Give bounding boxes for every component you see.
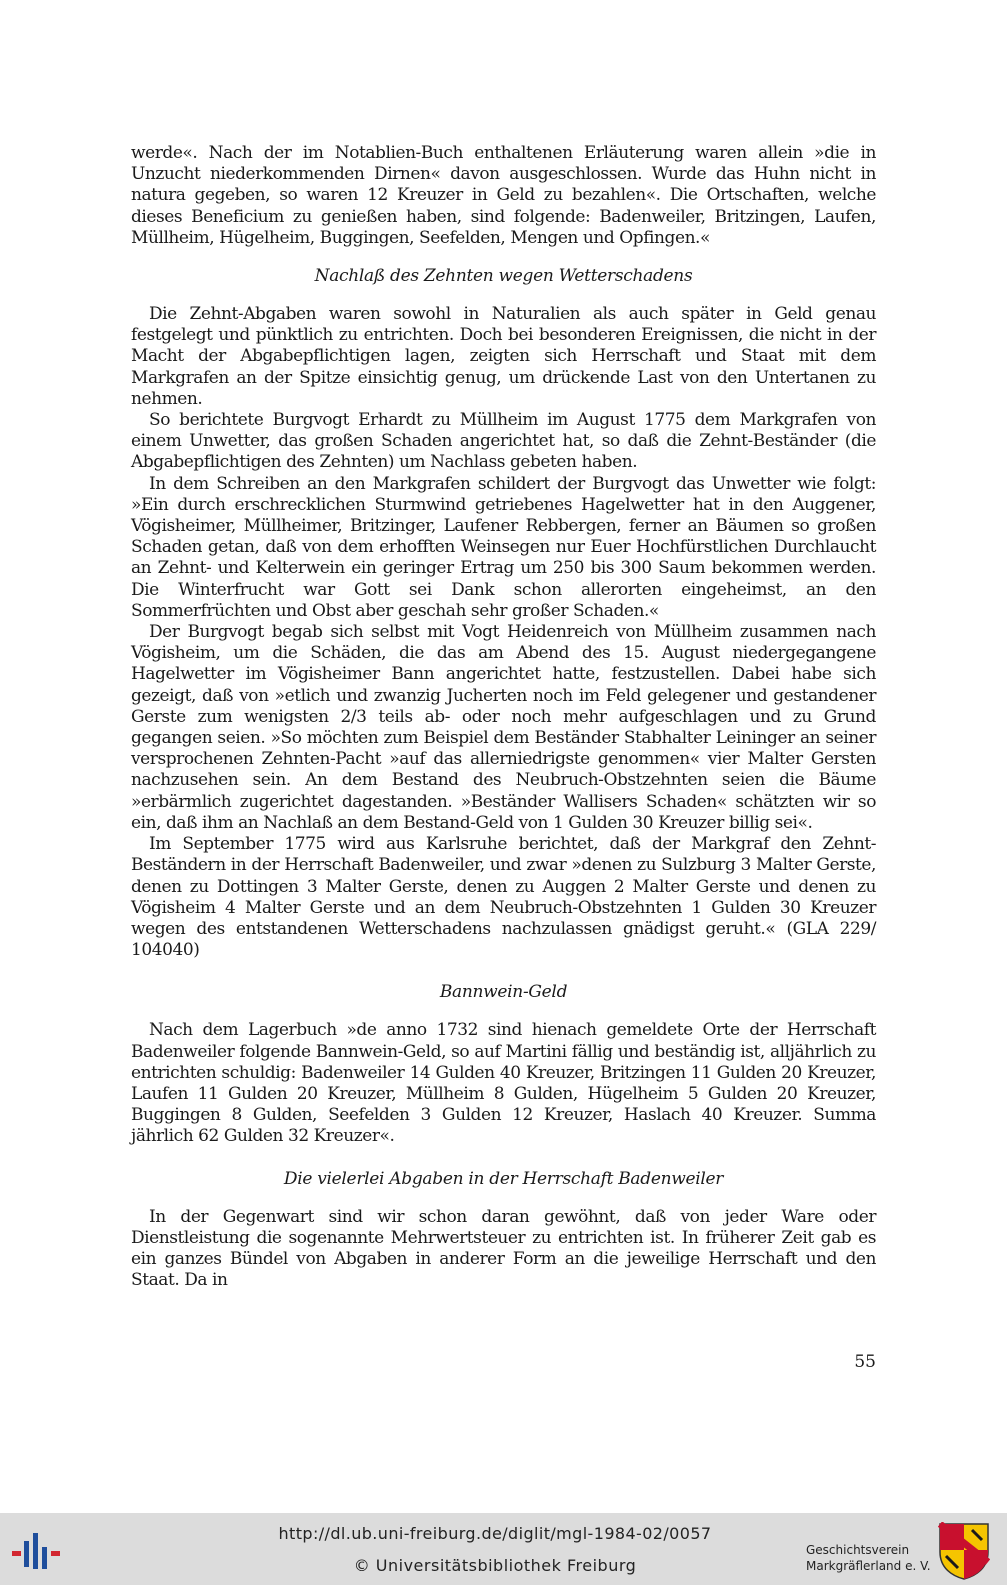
paragraph: Der Burgvogt begab sich selbst mit Vogt Heidenreich von Müllheim zusammen nach Vögisheim, um die Schäden, die das am Abend des 15. August niedergegangene Hagelwetter im Vögisheimer Bann angerichtet hatte, festzustellen. Dabei habe sich gezeigt, daß von »etlich und zwanzig Jucherten noch im Feld gelegener und gestandener Gerste zum wenigsten 2/3 teils ab- oder noch mehr aufgeschlagen und zu Grund gegangen seien. »So möchten zum Beispiel dem Beständer Stabhalter Leininger an seiner versprochenen Zehnten-Pacht »auf das allerniedrigste genommen« vier Malter Gersten nachzusehen sein. An dem Bestand des Neubruch-Obstzehnten seien die Bäume »erbärmlich zugerichtet dagestanden. »Beständer Wallisers Schaden« schätzten wir so ein, daß ihm an Nachlaß an dem Bestand-Geld von 1 Gulden 30 Kreuzer billig sei«.: [131, 622, 876, 833]
section-heading: Bannwein-Geld: [439, 982, 568, 1003]
permalink-link[interactable]: http://dl.ub.uni-freiburg.de/diglit/mgl-1984-02/0057: [278, 1524, 712, 1543]
paragraph: Die Zehnt-Abgaben waren sowohl in Naturalien als auch später in Geld genau festgelegt und pünktlich zu entrichten. Doch bei besonderen Ereignissen, die nicht in der Macht der Abgabepflichtigen lagen, zeigten sich Herrschaft und Staat mit dem Markgrafen an der Spitze einsichtig genug, um drückende Last von den Untertanen zu nehmen.: [131, 304, 876, 409]
section-heading: Nachlaß des Zehnten wegen Wetterschadens: [314, 266, 693, 287]
copyright-text: © Universitätsbibliothek Freiburg: [353, 1556, 637, 1575]
paragraph: Im September 1775 wird aus Karlsruhe berichtet, daß der Markgraf den Zehnt-Beständern in der Herrschaft Badenweiler, und zwar »denen zu Sulzburg 3 Malter Gerste, denen zu Dottingen 3 Malter Gerste, denen zu Auggen 2 Malter Gerste und denen zu Vögisheim 4 Malter Gerste und an dem Neubruch-Obstzehnten 1 Gulden 30 Kreuzer wegen des entstandenen Wetterschadens nachzulassen gnädigst geruht.« (GLA 229/ 104040): [131, 834, 876, 961]
section-heading: Die vielerlei Abgaben in der Herrschaft Badenweiler: [283, 1168, 724, 1189]
society-name-line2: Markgräflerland e. V.: [806, 1559, 931, 1573]
ub-freiburg-logo-icon[interactable]: [12, 1539, 64, 1569]
society-name: [806, 1542, 931, 1574]
paragraph: So berichtete Burgvogt Erhardt zu Müllheim im August 1775 dem Markgrafen von einem Unwetter, das großen Schaden angerichtet hat, so daß die Zehnt-Beständer (die Abgabepflichtigen des Zehnten) um Nachlass gebeten haben.: [131, 410, 876, 473]
paragraph: In der Gegenwart sind wir schon daran gewöhnt, daß von jeder Ware oder Dienstleistung die sogenannte Mehrwertsteuer zu entrichten ist. In früherer Zeit gab es ein ganzes Bündel von Abgaben in anderer Form an die jeweilige Herrschaft und den Staat. Da in: [131, 1206, 876, 1291]
page-number: 55: [854, 1352, 876, 1372]
paragraph: werde«. Nach der im Notablien-Buch enthaltenen Erläuterung waren allein »die in Unzucht niederkommenden Dirnen« davon ausgeschlossen. Wurde das Huhn nicht in natura gegeben, so waren 12 Kreuzer in Geld zu bezahlen«. Die Ortschaften, welche dieses Beneficium zu genießen haben, sind folgende: Badenweiler, Britzingen, Laufen, Müllheim, Hügelheim, Buggingen, Seefelden, Mengen und Opfingen.«: [131, 143, 876, 248]
paragraph: In dem Schreiben an den Markgrafen schildert der Burgvogt das Unwetter wie folgt: »Ein durch erschrecklichen Sturmwind getriebenes Hagelwetter hat in den Auggener, Vögisheimer, Müllheimer, Britzinger, Laufener Rebbergen, ferner an Bäumen so großen Schaden getan, daß von dem erhofften Weinsegen nur Euer Hochfürstlichen Durchlaucht an Zehnt- und Kelterwein ein geringer Ertrag um 250 bis 300 Saum bekommen werden. Die Winterfrucht war Gott sei Dank schon allerorten eingeheimst, an den Sommerfrüchten und Obst aber geschah sehr großer Schaden.«: [131, 473, 876, 621]
viewer-footer-bar: [0, 1513, 1007, 1585]
society-name-line1: Geschichtsverein: [806, 1543, 910, 1557]
coat-of-arms-icon[interactable]: [938, 1522, 990, 1580]
body-text-column: [131, 143, 876, 1291]
paragraph: Nach dem Lagerbuch »de anno 1732 sind hienach gemeldete Orte der Herrschaft Badenweiler folgende Bannwein-Geld, so auf Martini fällig und beständig ist, alljährlich zu entrichten schuldig: Badenweiler 14 Gulden 40 Kreuzer, Britzingen 11 Gulden 20 Kreuzer, Laufen 11 Gulden 20 Kreuzer, Müllheim 8 Gulden, Hügelheim 5 Gulden 20 Kreuzer, Buggingen 8 Gulden, Seefelden 3 Gulden 12 Kreuzer, Haslach 40 Kreuzer. Summa jährlich 62 Gulden 32 Kreuzer«.: [131, 1020, 876, 1147]
